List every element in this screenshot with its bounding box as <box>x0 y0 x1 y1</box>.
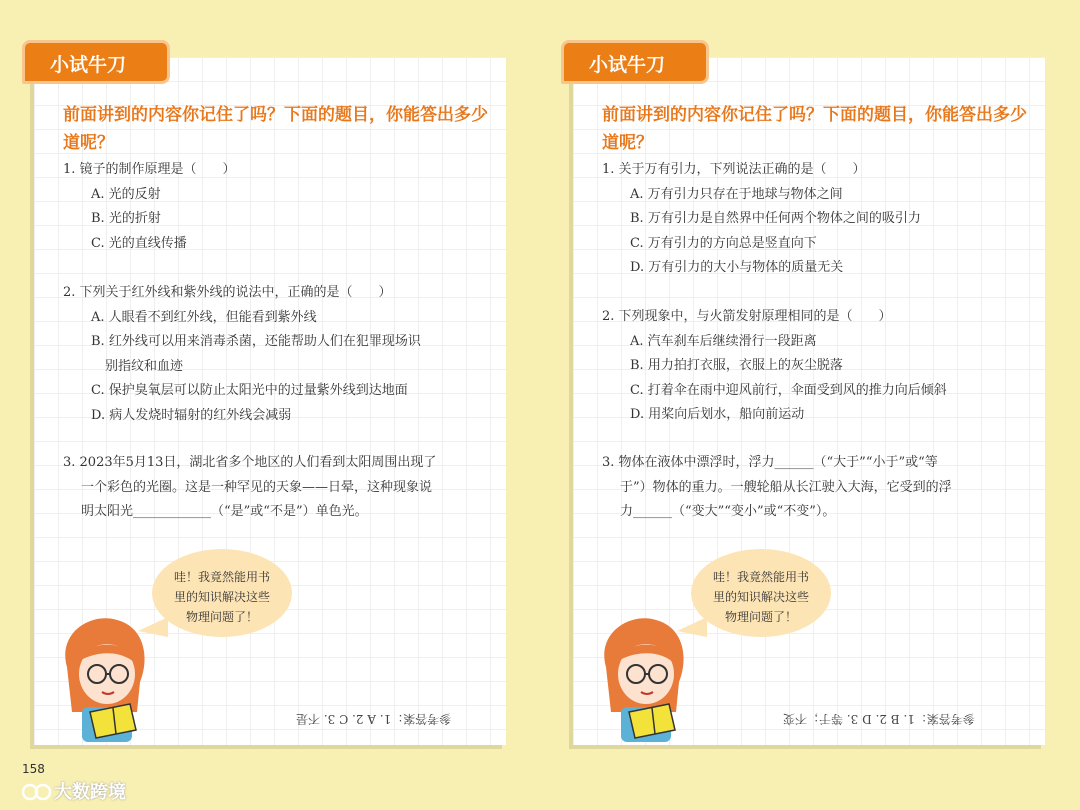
option: A. 万有引力只存在于地球与物体之间 <box>630 186 843 202</box>
section-tab: 小试牛刀 <box>561 40 709 84</box>
page-number: 158 <box>22 762 45 776</box>
question-3 <box>63 451 493 525</box>
question-line: 3. 物体在液体中漂浮时，浮力______（“大于”“小于”或“等 <box>602 455 938 470</box>
answer-key-upside-down: 参考答案：1. A 2. C 3. 不是 <box>296 712 452 726</box>
speech-bubble-text: 哇！我竟然能用书 里的知识解决这些 物理问题了！ <box>712 570 809 624</box>
question-line: 明太阳光____________（“是”或“不是”）单色光。 <box>81 504 368 519</box>
question-line: 一个彩色的光圈。这是一种罕见的天象——日晕，这种现象说 <box>81 479 433 495</box>
option-continued: 别指纹和血迹 <box>105 358 184 374</box>
option: B. 用力拍打衣服，衣服上的灰尘脱落 <box>630 358 843 373</box>
intro-text: 前面讲到的内容你记住了吗？下面的题目，你能答出多少道呢？ <box>63 105 488 153</box>
option: A. 人眼看不到红外线，但能看到紫外线 <box>91 309 317 325</box>
girl-reading-illustration <box>52 612 162 742</box>
option: D. 用桨向后划水，船向前运动 <box>630 407 805 422</box>
option: A. 汽车刹车后继续滑行一段距离 <box>630 333 817 349</box>
question-1 <box>602 158 1032 281</box>
option: D. 万有引力的大小与物体的质量无关 <box>630 260 844 275</box>
section-tab: 小试牛刀 <box>22 40 170 84</box>
question-3 <box>602 451 1032 525</box>
option: B. 红外线可以用来消毒杀菌，还能帮助人们在犯罪现场识 <box>91 334 421 349</box>
option: C. 打着伞在雨中迎风前行，伞面受到风的推力向后倾斜 <box>630 382 947 398</box>
intro-text: 前面讲到的内容你记住了吗？下面的题目，你能答出多少道呢？ <box>602 105 1027 153</box>
watermark-text: 大数跨境 <box>54 782 126 803</box>
option: C. 保护臭氧层可以防止太阳光中的过量紫外线到达地面 <box>91 383 408 398</box>
answer-key-upside-down: 参考答案：1. B 2. D 3. 等于；不变 <box>783 712 975 726</box>
worksheet-card-left <box>34 54 506 745</box>
option: C. 万有引力的方向总是竖直向下 <box>630 235 817 251</box>
option: A. 光的反射 <box>91 186 161 202</box>
question-stem: 2. 下列关于红外线和紫外线的说法中，正确的是（ ） <box>63 285 392 300</box>
question-stem: 1. 镜子的制作原理是（ ） <box>63 162 236 177</box>
question-stem: 2. 下列现象中，与火箭发射原理相同的是（ ） <box>602 309 892 324</box>
question-line: 力______（“变大”“变小”或“不变”）。 <box>620 504 836 519</box>
girl-reading-illustration <box>591 612 701 742</box>
question-1 <box>63 158 493 256</box>
option: C. 光的直线传播 <box>91 235 187 251</box>
question-stem: 1. 关于万有引力，下列说法正确的是（ ） <box>602 162 866 177</box>
watermark-logo-icon <box>22 783 52 801</box>
worksheet-card-right <box>573 54 1045 745</box>
question-line: 于”）物体的重力。一艘轮船从长江驶入大海，它受到的浮 <box>620 479 952 495</box>
question-2 <box>602 305 1032 428</box>
option: B. 万有引力是自然界中任何两个物体之间的吸引力 <box>630 211 921 226</box>
option: D. 病人发烧时辐射的红外线会减弱 <box>91 407 292 423</box>
option: B. 光的折射 <box>91 211 161 226</box>
speech-bubble-text: 哇！我竟然能用书 里的知识解决这些 物理问题了！ <box>173 570 270 624</box>
question-2 <box>63 281 493 428</box>
question-line: 3. 2023年5月13日，湖北省多个地区的人们看到太阳周围出现了 <box>63 455 437 470</box>
